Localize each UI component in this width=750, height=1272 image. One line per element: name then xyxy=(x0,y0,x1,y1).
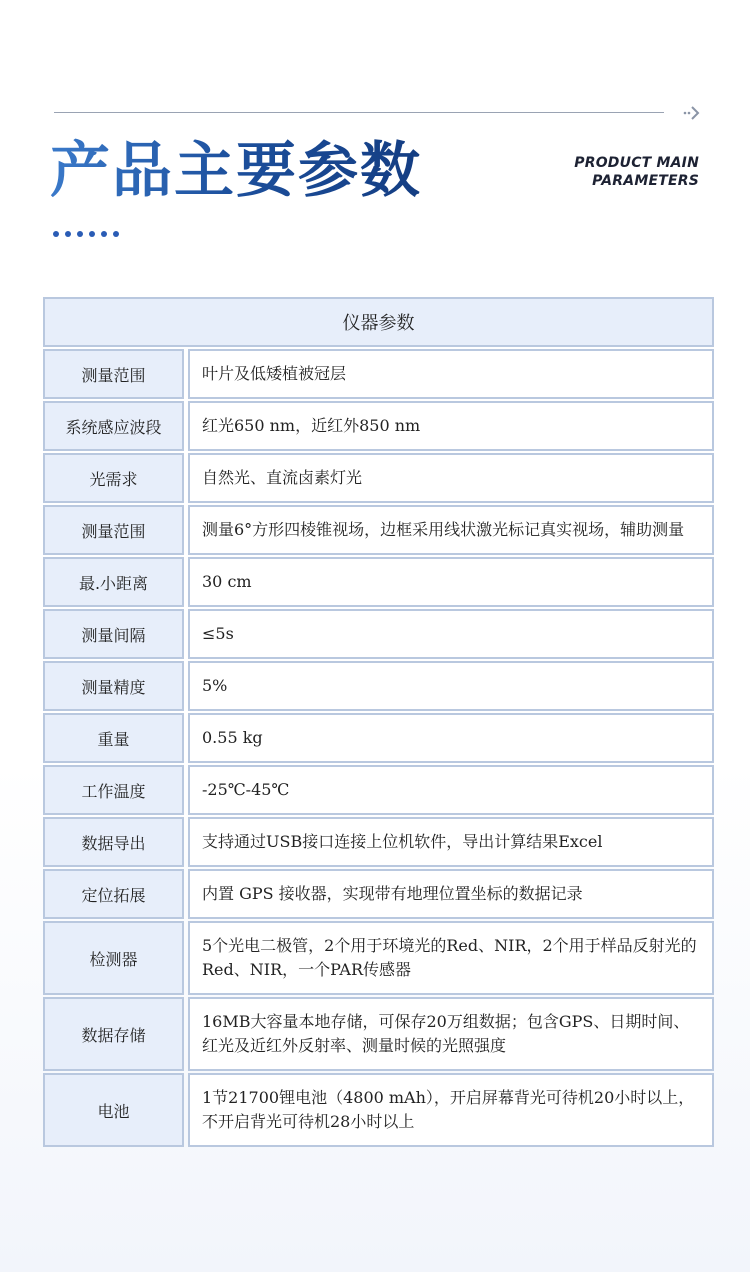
table-row xyxy=(43,661,714,711)
row-value: 30 cm xyxy=(188,557,714,607)
row-label: 数据导出 xyxy=(43,817,184,867)
table-row xyxy=(43,817,714,867)
row-label: 定位拓展 xyxy=(43,869,184,919)
page-subtitle-en xyxy=(574,154,699,190)
table-row xyxy=(43,505,714,555)
table-row xyxy=(43,1073,714,1147)
dot-icon xyxy=(89,231,95,237)
row-label: 测量范围 xyxy=(43,505,184,555)
dot-icon xyxy=(65,231,71,237)
row-label: 检测器 xyxy=(43,921,184,995)
table-row xyxy=(43,557,714,607)
row-label: 系统感应波段 xyxy=(43,401,184,451)
row-label: 电池 xyxy=(43,1073,184,1147)
row-value: 16MB大容量本地存储，可保存20万组数据；包含GPS、日期时间、红光及近红外反射率、测量时候的光照强度 xyxy=(188,997,714,1071)
table-row xyxy=(43,713,714,763)
table-row xyxy=(43,349,714,399)
row-label: 光需求 xyxy=(43,453,184,503)
row-value: 5个光电二极管，2个用于环境光的Red、NIR，2个用于样品反射光的Red、NIR，一个PAR传感器 xyxy=(188,921,714,995)
row-value: 0.55 kg xyxy=(188,713,714,763)
row-value: 内置 GPS 接收器，实现带有地理位置坐标的数据记录 xyxy=(188,869,714,919)
table-row xyxy=(43,453,714,503)
table-header: 仪器参数 xyxy=(43,297,714,347)
row-value: ≤5s xyxy=(188,609,714,659)
table-row xyxy=(43,765,714,815)
table-row xyxy=(43,997,714,1071)
chevron-right-icon xyxy=(682,103,702,123)
row-value: 5% xyxy=(188,661,714,711)
row-label: 测量间隔 xyxy=(43,609,184,659)
row-value: 支持通过USB接口连接上位机软件，导出计算结果Excel xyxy=(188,817,714,867)
table-row xyxy=(43,609,714,659)
row-label: 测量范围 xyxy=(43,349,184,399)
table-row xyxy=(43,869,714,919)
row-value: 1节21700锂电池（4800 mAh），开启屏幕背光可待机20小时以上，不开启背光可待机28小时以上 xyxy=(188,1073,714,1147)
dot-icon xyxy=(53,231,59,237)
row-label: 重量 xyxy=(43,713,184,763)
row-label: 最.小距离 xyxy=(43,557,184,607)
row-value: 自然光、直流卤素灯光 xyxy=(188,453,714,503)
subtitle-line-1: PRODUCT MAIN xyxy=(574,155,699,171)
dot-icon xyxy=(77,231,83,237)
row-label: 测量精度 xyxy=(43,661,184,711)
decorative-dots xyxy=(53,231,119,237)
subtitle-line-2: PARAMETERS xyxy=(592,173,699,189)
table-row xyxy=(43,401,714,451)
row-value: 红光650 nm，近红外850 nm xyxy=(188,401,714,451)
dot-icon xyxy=(101,231,107,237)
header-divider-line xyxy=(54,112,664,113)
row-label: 工作温度 xyxy=(43,765,184,815)
row-value: -25℃-45℃ xyxy=(188,765,714,815)
row-value: 测量6°方形四棱锥视场，边框采用线状激光标记真实视场，辅助测量 xyxy=(188,505,714,555)
spec-table xyxy=(43,297,714,1147)
page-title: 产品主要参数 xyxy=(50,136,422,206)
table-row xyxy=(43,921,714,995)
row-value: 叶片及低矮植被冠层 xyxy=(188,349,714,399)
dot-icon xyxy=(113,231,119,237)
row-label: 数据存储 xyxy=(43,997,184,1071)
